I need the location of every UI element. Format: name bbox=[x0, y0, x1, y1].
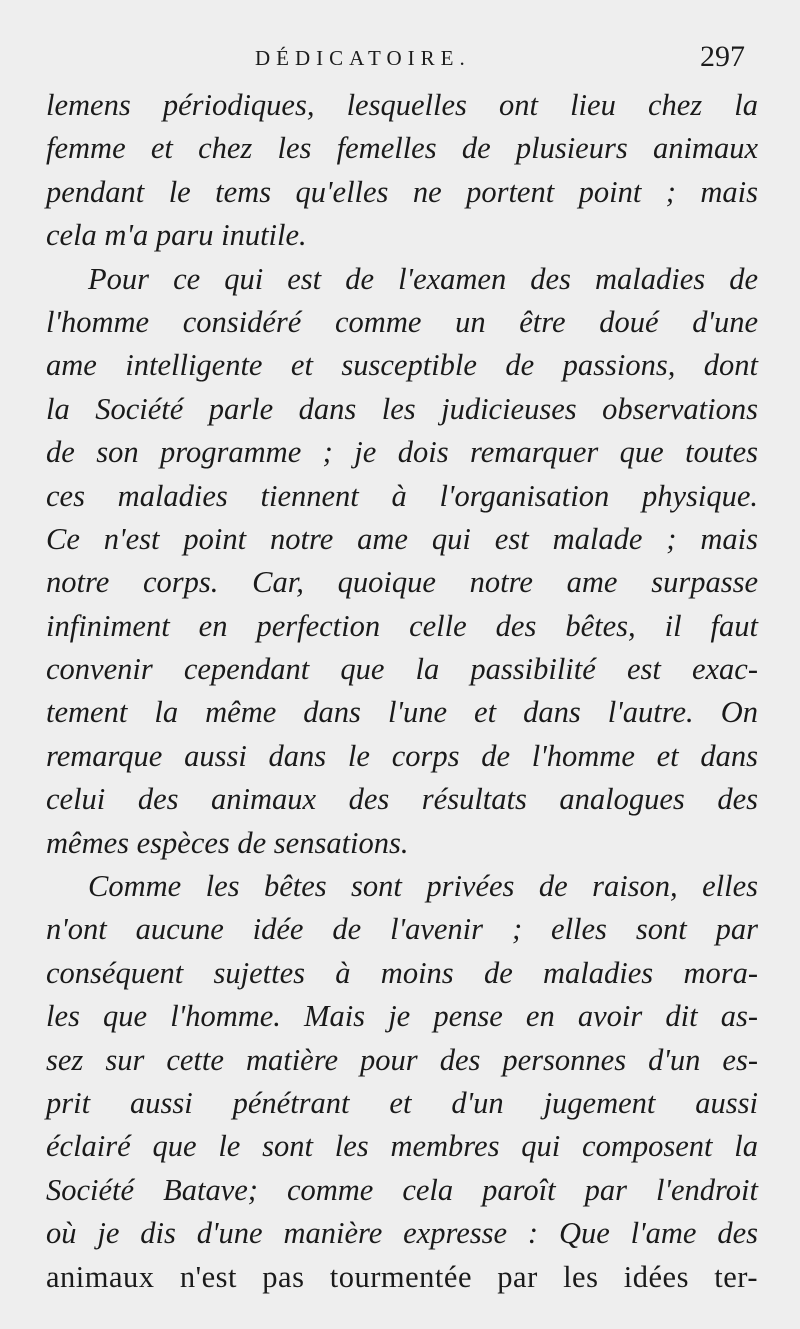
running-title: DÉDICATOIRE. bbox=[255, 46, 471, 70]
text-line: conséquent sujettes à moins de maladies mora- bbox=[46, 955, 758, 990]
text-line: n'ont aucune idée de l'avenir ; elles sont par bbox=[46, 912, 758, 947]
text-line: la Société parle dans les judicieuses observations bbox=[46, 391, 758, 426]
body-text bbox=[46, 84, 758, 1299]
text-line: femme et chez les femelles de plusieurs animaux bbox=[46, 131, 758, 166]
text-line: ame intelligente et susceptible de passions, dont bbox=[46, 348, 758, 383]
text-line: Société Batave; comme cela paroît par l'endroit bbox=[46, 1172, 758, 1207]
text-line-roman bbox=[46, 1256, 758, 1299]
text-line: cela m'a paru inutile. bbox=[46, 218, 307, 253]
text-line: Pour ce qui est de l'examen des maladies de bbox=[88, 261, 758, 296]
text-line: pendant le tems qu'elles ne portent point ; mais bbox=[46, 174, 758, 209]
text-line: les que l'homme. Mais je pense en avoir dit as- bbox=[46, 999, 758, 1034]
page-header bbox=[0, 40, 800, 80]
text-line: sez sur cette matière pour des personnes d'un es- bbox=[46, 1042, 758, 1077]
text-line: tement la même dans l'une et dans l'autre. On bbox=[46, 695, 758, 730]
text-line: éclairé que le sont les membres qui composent la bbox=[46, 1129, 758, 1164]
text-line: infiniment en perfection celle des bêtes, il faut bbox=[46, 608, 758, 643]
text-line: notre corps. Car, quoique notre ame surpasse bbox=[46, 565, 758, 600]
text-line: remarque aussi dans le corps de l'homme et dans bbox=[46, 738, 758, 773]
text-line: lemens périodiques, lesquelles ont lieu chez la bbox=[46, 88, 758, 122]
text-line: Ce n'est point notre ame qui est malade ; mais bbox=[46, 521, 758, 556]
text-line: l'homme considéré comme un être doué d'une bbox=[46, 304, 758, 339]
text-line: mêmes espèces de sensations. bbox=[46, 825, 409, 860]
text-line: Comme les bêtes sont privées de raison, elles bbox=[88, 869, 758, 904]
text-line: prit aussi pénétrant et d'un jugement aussi bbox=[46, 1085, 758, 1120]
page-number: 297 bbox=[700, 40, 745, 73]
text-line: ces maladies tiennent à l'organisation physique. bbox=[46, 478, 758, 513]
text-line: convenir cependant que la passibilité est exac- bbox=[46, 652, 758, 687]
text-line: de son programme ; je dois remarquer que toutes bbox=[46, 435, 758, 470]
text-line: où je dis d'une manière expresse : Que l'ame des bbox=[46, 1216, 758, 1251]
roman-text: animaux n'est pas tourmentée par les idées ter- bbox=[46, 1259, 758, 1294]
text-line: celui des animaux des résultats analogues des bbox=[46, 782, 758, 817]
